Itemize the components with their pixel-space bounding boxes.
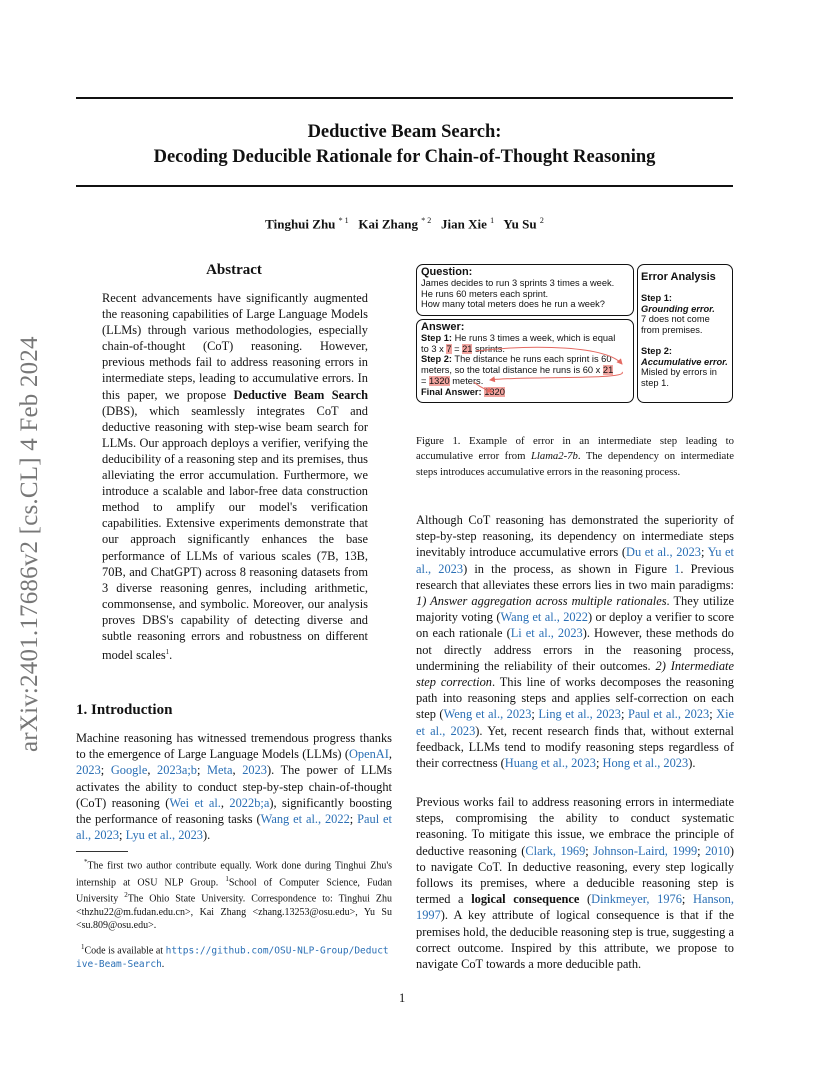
answer-step-2-cont <box>421 376 629 387</box>
body-text: . Previous research that alleviates these errors lies in two main paradigms: <box>416 561 734 592</box>
title-line-2: Decoding Deducible Rationale for Chain-of-Thought Reasoning <box>153 147 656 167</box>
error-highlight: 21 <box>602 365 614 376</box>
error-step-label: Step 1: <box>641 293 672 303</box>
body-text: ). A key attribute of logical consequence is that if the premises hold, the deducible reasoning step is true, suggesting a correct outcome. Inspired by this attribute, we propose to navigate CoT towards a more deducible path. <box>416 908 734 972</box>
citation-link[interactable]: Hong et al., 2023 <box>602 756 689 771</box>
footnote-text: The first two author contribute equally. Work done during Tinghui Zhu's internship at OSU NLP Group. <box>76 860 393 888</box>
intro-text: , <box>232 763 243 778</box>
citation-link[interactable]: 2022b;a <box>229 795 270 810</box>
right-paragraph-1 <box>416 512 734 771</box>
author-name: Tinghui Zhu <box>265 216 336 232</box>
section-heading-introduction: 1. Introduction <box>76 702 173 718</box>
author-affiliation: * 2 <box>421 216 432 225</box>
body-text: ( <box>579 892 592 907</box>
error-type: Accumulative error. <box>641 356 728 367</box>
citation-link[interactable]: Wei et al. <box>169 795 221 810</box>
body-text: ; <box>585 843 594 858</box>
answer-box <box>416 319 634 403</box>
body-text: ) in the process, as shown in Figure <box>463 561 675 576</box>
intro-text: ), significantly boosting the performance of reasoning tasks ( <box>76 795 393 827</box>
paradigm-1: 1) Answer aggregation across multiple rationales <box>416 594 667 609</box>
caption-text: . The dependency on intermediate steps introduces accumulative errors in the reasoning process. <box>416 450 734 478</box>
body-text: ). Yet, recent research finds that, without external feedback, LLMs tend to modify reasoning steps regardless of their correctness ( <box>416 723 734 771</box>
error-highlight: 7 <box>446 343 452 354</box>
error-desc: step 1. <box>641 377 669 388</box>
author-affiliation: * 1 <box>338 216 349 225</box>
figure-ref-link[interactable]: 1 <box>674 561 681 576</box>
abstract-end: . <box>169 648 173 663</box>
step-text: meters, so the total distance he runs is 60 x <box>421 365 603 376</box>
error-highlight: 21 <box>462 343 473 354</box>
error-highlight: 1320 <box>429 375 450 386</box>
error-highlight: 1320 <box>484 386 505 397</box>
answer-step-1-cont <box>421 344 629 355</box>
body-text: ; <box>697 843 706 858</box>
author-name: Kai Zhang <box>358 216 419 232</box>
final-label: Final Answer: <box>421 386 485 397</box>
abstract-heading: Abstract <box>206 262 262 278</box>
body-text: ; <box>531 707 539 722</box>
intro-text: ; <box>100 763 111 778</box>
intro-paragraph <box>76 730 392 843</box>
citation-link[interactable]: Wang et al., 2022 <box>260 812 350 827</box>
body-text: ; <box>709 707 717 722</box>
citation-link[interactable]: Du et al., 2023 <box>626 545 701 560</box>
title-line-1: Deductive Beam Search: <box>307 122 502 142</box>
citation-link[interactable]: Ling et al., 2023 <box>538 707 622 722</box>
author-affiliation: 1 <box>490 216 495 225</box>
question-line: He runs 60 meters each sprint. <box>421 288 549 299</box>
citation-link[interactable]: Hanson, 1997 <box>416 892 734 923</box>
citation-link[interactable]: Google <box>110 763 148 778</box>
footnote-mark: 1 <box>81 943 85 951</box>
intro-text: ). <box>203 828 211 843</box>
step-text: The distance he runs each sprint is 60 <box>452 354 612 365</box>
intro-text: ). The power of LLMs activates the ability to conduct step-by-step chain-of-thought (CoT) reasoning ( <box>76 763 392 810</box>
step-label: Step 1: <box>421 333 452 343</box>
error-analysis-heading: Error Analysis <box>641 271 716 283</box>
intro-text: ; <box>196 763 208 778</box>
title-bottom-rule <box>76 185 733 187</box>
body-text: ). However, these methods do not directly address errors in the reasoning process, undermining the reliability of their outcomes. <box>416 626 734 673</box>
error-desc: from premises. <box>641 325 703 336</box>
author-name: Yu Su <box>503 216 537 232</box>
abstract-text: (DBS), which seamlessly integrates CoT and deductive reasoning with step-wise beam search for LLMs. Our approach deploys a verifier, verifying the deducibility of a reasoning step and its premises, thus alleviating the error accumulation. Furthermore, we introduce a scalable and labor-free data construction method to amplify our model's verification capabilities. Extensive experiments demonstrate that our approach significantly enhances the base performance of LLMs of various scales (7B, 13B, 70B, and ChatGPT) across 8 reasoning datasets from 3 diverse reasoning genres, including arithmetic, commonsense, and symbolic. Moreover, our analysis proves DBS's capability of detecting diverse and subtle reasoning errors and robustness on different model scales <box>102 403 368 663</box>
body-text: ; <box>681 892 694 907</box>
answer-step-1 <box>421 333 629 344</box>
error-desc: Misled by errors in <box>641 367 717 378</box>
citation-link[interactable]: Yu et al., 2023 <box>416 545 734 576</box>
right-paragraph-2 <box>416 794 734 972</box>
paradigm-2: 2) Intermediate step correction <box>416 658 735 690</box>
step-text: meters. <box>449 375 484 386</box>
body-text: ) or deploy a verifier to score on each rationale ( <box>416 610 735 641</box>
citation-link[interactable]: 2023a;b <box>157 763 197 778</box>
footnote-authors <box>76 856 392 932</box>
footnote-text: Code is available at <box>84 945 166 957</box>
body-text: Although CoT reasoning has demonstrated the superiority of step-by-step reasoning, its dependency on intermediate steps inevitably introduce accumulative errors ( <box>416 513 734 560</box>
citation-link[interactable]: Meta <box>207 763 233 778</box>
footnote-mark[interactable]: 1 <box>165 648 170 657</box>
abstract-body <box>102 290 368 663</box>
caption-model: Llama2-7b <box>530 450 578 463</box>
code-url-link[interactable]: https://github.com/OSU-NLP-Group/Deductive-Beam-Search <box>76 945 389 970</box>
citation-link[interactable]: Dinkmeyer, 1976 <box>591 892 682 907</box>
step-label: Step 2: <box>421 354 452 365</box>
author-list <box>76 216 733 232</box>
step-text: to 3 x <box>421 343 447 354</box>
body-text: . They utilize majority voting ( <box>416 594 734 625</box>
intro-text: ; <box>119 828 126 843</box>
body-text: ; <box>700 545 708 560</box>
title-top-rule <box>76 97 733 99</box>
citation-link[interactable]: Huang et al., 2023 <box>504 756 596 771</box>
step-text: He runs 3 times a week, which is equal <box>452 333 616 343</box>
answer-step-2 <box>421 354 629 365</box>
citation-link[interactable]: Johnson-Laird, 1999 <box>593 843 698 858</box>
citation-link[interactable]: 2010 <box>705 843 730 858</box>
error-step-label: Step 2: <box>641 345 672 356</box>
key-term: logical consequence <box>471 892 580 907</box>
step-text: = <box>421 375 430 386</box>
footnote-mark: * <box>84 858 88 866</box>
intro-text: , <box>220 795 230 810</box>
body-text: ; <box>621 707 628 722</box>
body-text: ) to navigate CoT. In deductive reasoning, every step logically follows its premises, where a deducible reasoning step is termed a <box>416 843 734 907</box>
citation-link[interactable]: OpenAI <box>348 747 389 762</box>
error-analysis-box <box>637 264 733 403</box>
footnote-mark: 2 <box>124 891 128 900</box>
paper-title <box>76 120 733 170</box>
citation-link[interactable]: Weng et al., 2023 <box>443 707 532 722</box>
citation-link[interactable]: Wang et al., 2022 <box>500 610 588 625</box>
author-name: Jian Xie <box>441 216 487 232</box>
body-text: ). <box>688 756 696 771</box>
question-line: James decides to run 3 sprints 3 times a week. <box>421 278 615 288</box>
abstract-text: Recent advancements have significantly augmented the reasoning capabilities of Large Language Models (LLMs) through various methodologies, especially chain-of-thought (CoT) reasoning. However, previous methods fail to address reasoning errors in intermediate steps, leading to accumulative errors. In this paper, we propose <box>102 291 368 402</box>
step-text: = <box>451 343 463 354</box>
method-name: Deductive Beam Search <box>233 387 368 402</box>
page-number: 1 <box>399 991 406 1005</box>
error-type: Grounding error. <box>641 303 715 314</box>
figure-1 <box>416 264 734 404</box>
citation-link[interactable]: Paul et al., 2023 <box>76 812 392 843</box>
footnote-text: The Ohio State University. Correspondence to: Tinghui Zhu <thzhu22@m.fudan.edu.cn>, Kai Zhang <zhang.13253@osu.edu>, Yu Su <su.809@osu.edu>. <box>76 893 392 931</box>
answer-step-2-cont <box>421 365 629 376</box>
answer-heading: Answer: <box>421 321 465 333</box>
footnote-mark: 1 <box>225 874 229 883</box>
citation-link[interactable]: Li et al., 2023 <box>510 626 583 641</box>
step-text: sprints. <box>472 343 506 354</box>
citation-link[interactable]: Clark, 1969 <box>525 843 586 858</box>
citation-link[interactable]: 2023 <box>76 763 101 778</box>
caption-label: Figure 1. <box>416 435 461 447</box>
question-line: How many total meters does he run a week? <box>421 299 605 310</box>
figure-caption <box>416 434 734 480</box>
question-heading: Question: <box>421 266 473 278</box>
footnote-text: . <box>161 958 165 970</box>
arxiv-stamp: arXiv:2401.17686v2 [cs.CL] 4 Feb 2024 <box>16 336 43 752</box>
citation-link[interactable]: Xie et al., 2023 <box>416 707 735 738</box>
author-affiliation: 2 <box>539 216 544 225</box>
final-answer <box>421 387 629 398</box>
intro-text: Machine reasoning has witnessed tremendous progress thanks to the emergence of Large Language Models (LLMs) ( <box>76 731 392 762</box>
intro-text: , <box>388 747 392 762</box>
error-desc: 7 does not come <box>641 314 710 325</box>
caption-text: Example of error in an intermediate step leading to accumulative error from <box>416 435 734 463</box>
footnote-code <box>76 941 392 971</box>
footnote-rule <box>76 851 128 852</box>
body-text: Previous works fail to address reasoning errors in intermediate steps, compromising the ability to conduct systematic reasoning. To mitigate this issue, we embrace the principle of deductive reasoning ( <box>416 795 734 858</box>
question-box <box>416 264 634 316</box>
intro-text: ; <box>349 812 358 827</box>
body-text: . This line of works decomposes the reasoning path into reasoning steps and applies self-correction on each step ( <box>416 675 734 722</box>
intro-text: , <box>147 763 158 778</box>
body-text: ; <box>595 756 603 771</box>
citation-link[interactable]: Paul et al., 2023 <box>627 707 710 722</box>
citation-link[interactable]: Lyu et al., 2023 <box>125 828 204 843</box>
footnote-text: School of Computer Science, Fudan University <box>76 876 393 905</box>
citation-link[interactable]: 2023 <box>242 763 267 778</box>
